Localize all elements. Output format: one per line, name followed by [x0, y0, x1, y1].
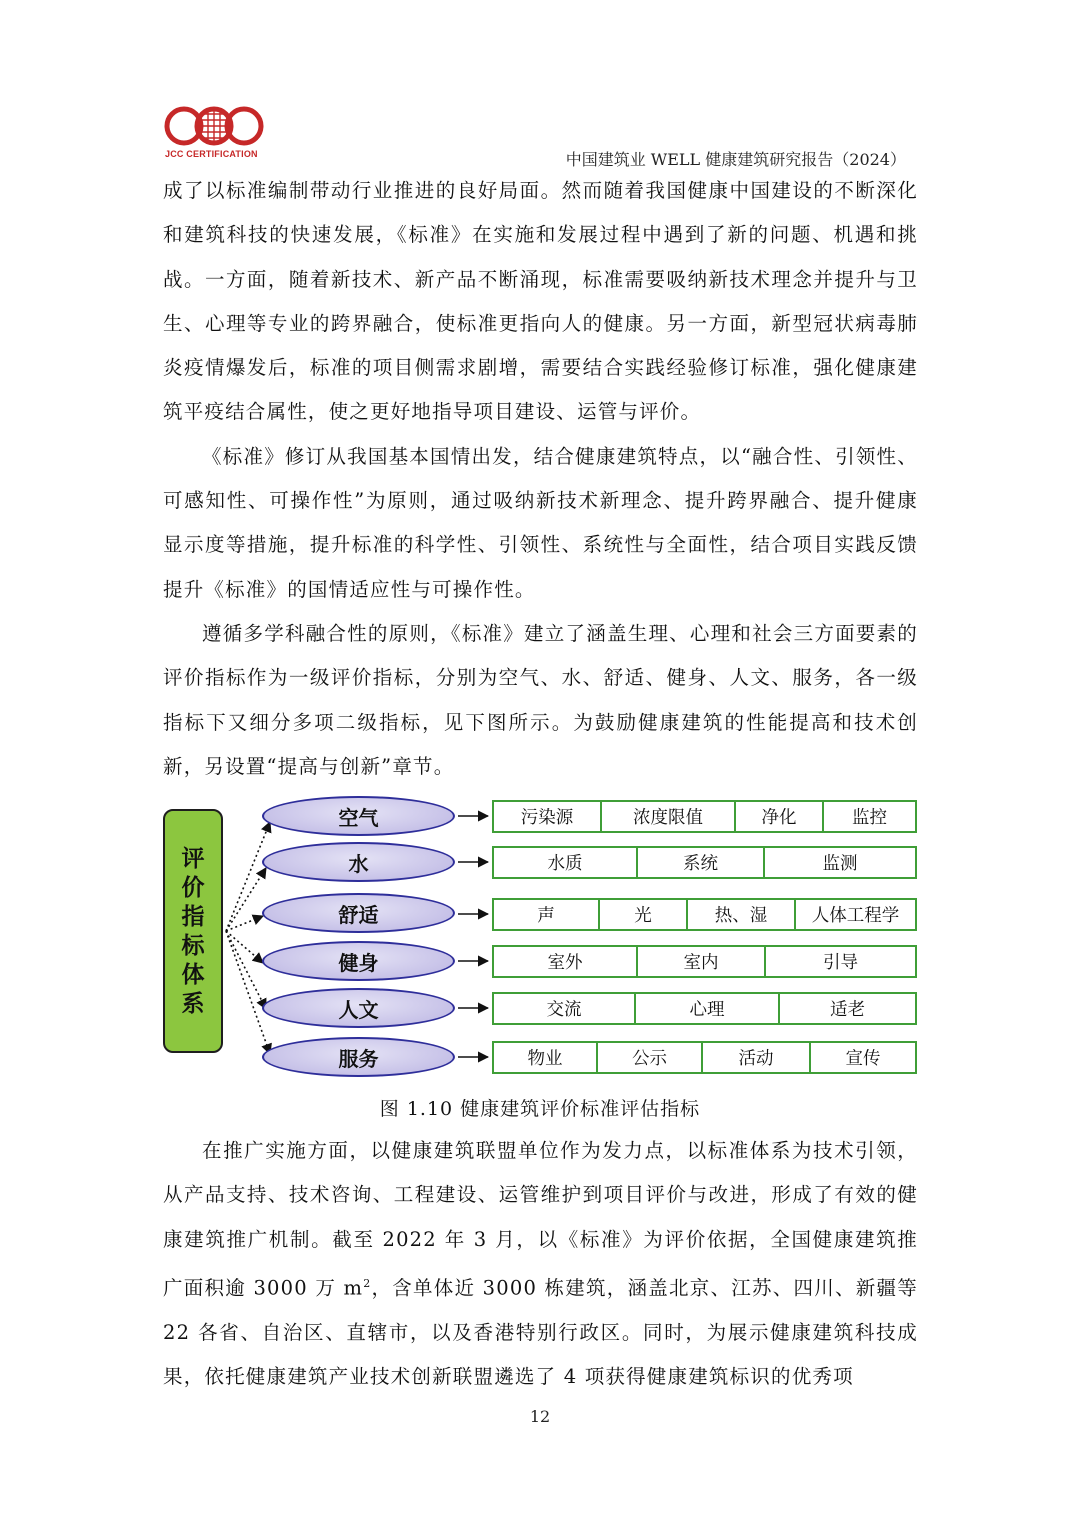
root-char: 标 — [181, 932, 205, 958]
root-char: 价 — [181, 874, 205, 900]
root-char: 体 — [181, 961, 205, 987]
subindex-cell: 光 — [598, 900, 686, 929]
subindex-cell: 系统 — [636, 848, 763, 877]
subindex-row-comfort — [492, 898, 917, 931]
subindex-cell: 污染源 — [520, 808, 574, 828]
category-node-water: 水 — [262, 842, 455, 882]
root-char: 系 — [181, 990, 205, 1016]
paragraph: 成了以标准编制带动行业推进的良好局面。然而随着我国健康中国建设的不断深化和建筑科技的快速发展，《标准》在实施和发展过程中遇到了新的问题、机遇和挑战。一方面，随着新技术、新产品不断涌现，标准需要吸纳新技术理念并提升与卫生、心理等专业的跨界融合，使标准更指向人的健康。另一方面，新型冠状病毒肺炎疫情爆发后，标准的项目侧需求剧增，需要结合实践经验修订标准，强化健康建筑平疫结合属性，使之更好地指导项目建设、运管与评价。 — [163, 179, 918, 424]
subindex-cell: 人体工程学 — [794, 900, 915, 929]
subindex-row-fitness — [492, 945, 917, 978]
subindex-row-humanity — [492, 992, 917, 1025]
paragraph: 遵循多学科融合性的原则，《标准》建立了涵盖生理、心理和社会三方面要素的评价指标作为一级评价指标，分别为空气、水、舒适、健身、人文、服务，各一级指标下又细分多项二级指标，见下图所示。为鼓励健康建筑的性能提高和技术创新，另设置“提高与创新”章节。 — [163, 621, 918, 778]
subindex-cell: 心理 — [634, 994, 778, 1023]
dotted-arrow — [226, 931, 270, 1054]
body-text-top — [163, 169, 918, 789]
subindex-row-service — [492, 1041, 917, 1074]
category-node-fitness: 健身 — [262, 941, 455, 981]
subindex-cell: 净化 — [734, 802, 822, 831]
subindex-cell: 监控 — [822, 802, 915, 831]
subindex-cell: 活动 — [701, 1043, 809, 1072]
subindex-cell: 水质 — [547, 854, 583, 874]
subindex-cell: 引导 — [764, 947, 915, 976]
subindex-cell: 交流 — [546, 1000, 582, 1020]
jcc-logo — [162, 104, 266, 162]
subindex-cell: 浓度限值 — [600, 802, 734, 831]
category-node-air: 空气 — [262, 796, 455, 836]
subindex-cell: 适老 — [778, 994, 915, 1023]
category-node-humanity: 人文 — [262, 988, 455, 1028]
category-node-comfort: 舒适 — [262, 893, 455, 933]
page-number: 12 — [529, 1407, 551, 1426]
connector-arrows — [160, 796, 922, 1078]
subindex-cell: 物业 — [527, 1049, 563, 1069]
dotted-arrow — [226, 931, 266, 1009]
subindex-cell: 公示 — [596, 1043, 701, 1072]
superscript: 2 — [363, 1276, 372, 1290]
paragraph-text: 在推广实施方面，以健康建筑联盟单位作为发力点，以标准体系为技术引领，从产品支持、技术咨询、工程建设、运管维护到项目评价与改进，形成了有效的健康建筑推广机制。截至 2022 年 3 月，以《标准》为评价依据，全国健康建筑推广面积逾 3000 万 m — [163, 1139, 918, 1300]
paragraph-text: ，含单体近 3000 栋建筑，涵盖北京、江苏、四川、新疆等 22 各省、自治区、直辖市，以及香港特别行政区。同时，为展示健康建筑科技成果，依托健康建筑产业技术创新联盟遴选了 4 项获得健康建筑标识的优秀项 — [163, 1276, 918, 1388]
subindex-row-water — [492, 846, 917, 879]
subindex-cell: 室内 — [636, 947, 764, 976]
figure-caption: 图 1.10 健康建筑评价标准评估指标 — [379, 1098, 701, 1120]
dotted-arrow — [226, 916, 263, 931]
body-text-bottom — [163, 1129, 918, 1399]
subindex-cell: 热、湿 — [686, 900, 794, 929]
dotted-arrow — [226, 868, 266, 931]
subindex-cell: 监测 — [763, 848, 915, 877]
running-header: 中国建筑业 WELL 健康建筑研究报告（2024） — [565, 150, 906, 169]
paragraph: 《标准》修订从我国基本国情出发，结合健康建筑特点，以“融合性、引领性、可感知性、可操作性”为原则，通过吸纳新技术新理念、提升跨界融合、提升健康显示度等措施，提升标准的科学性、引领性、系统性与全面性，结合项目实践反馈提升《标准》的国情适应性与可操作性。 — [163, 444, 918, 601]
subindex-cell: 室外 — [547, 953, 583, 973]
category-node-service: 服务 — [262, 1037, 455, 1077]
evaluation-index-diagram — [160, 796, 922, 1078]
root-node — [163, 809, 223, 1053]
paragraph — [163, 1129, 918, 1399]
subindex-cell: 声 — [537, 906, 555, 926]
root-char: 评 — [181, 845, 205, 871]
logo-rings-icon — [162, 104, 266, 150]
logo-text: JCC CERTIFICATION — [165, 149, 258, 159]
root-char: 指 — [181, 903, 205, 929]
subindex-row-air — [492, 800, 917, 833]
subindex-cell: 宣传 — [809, 1043, 915, 1072]
